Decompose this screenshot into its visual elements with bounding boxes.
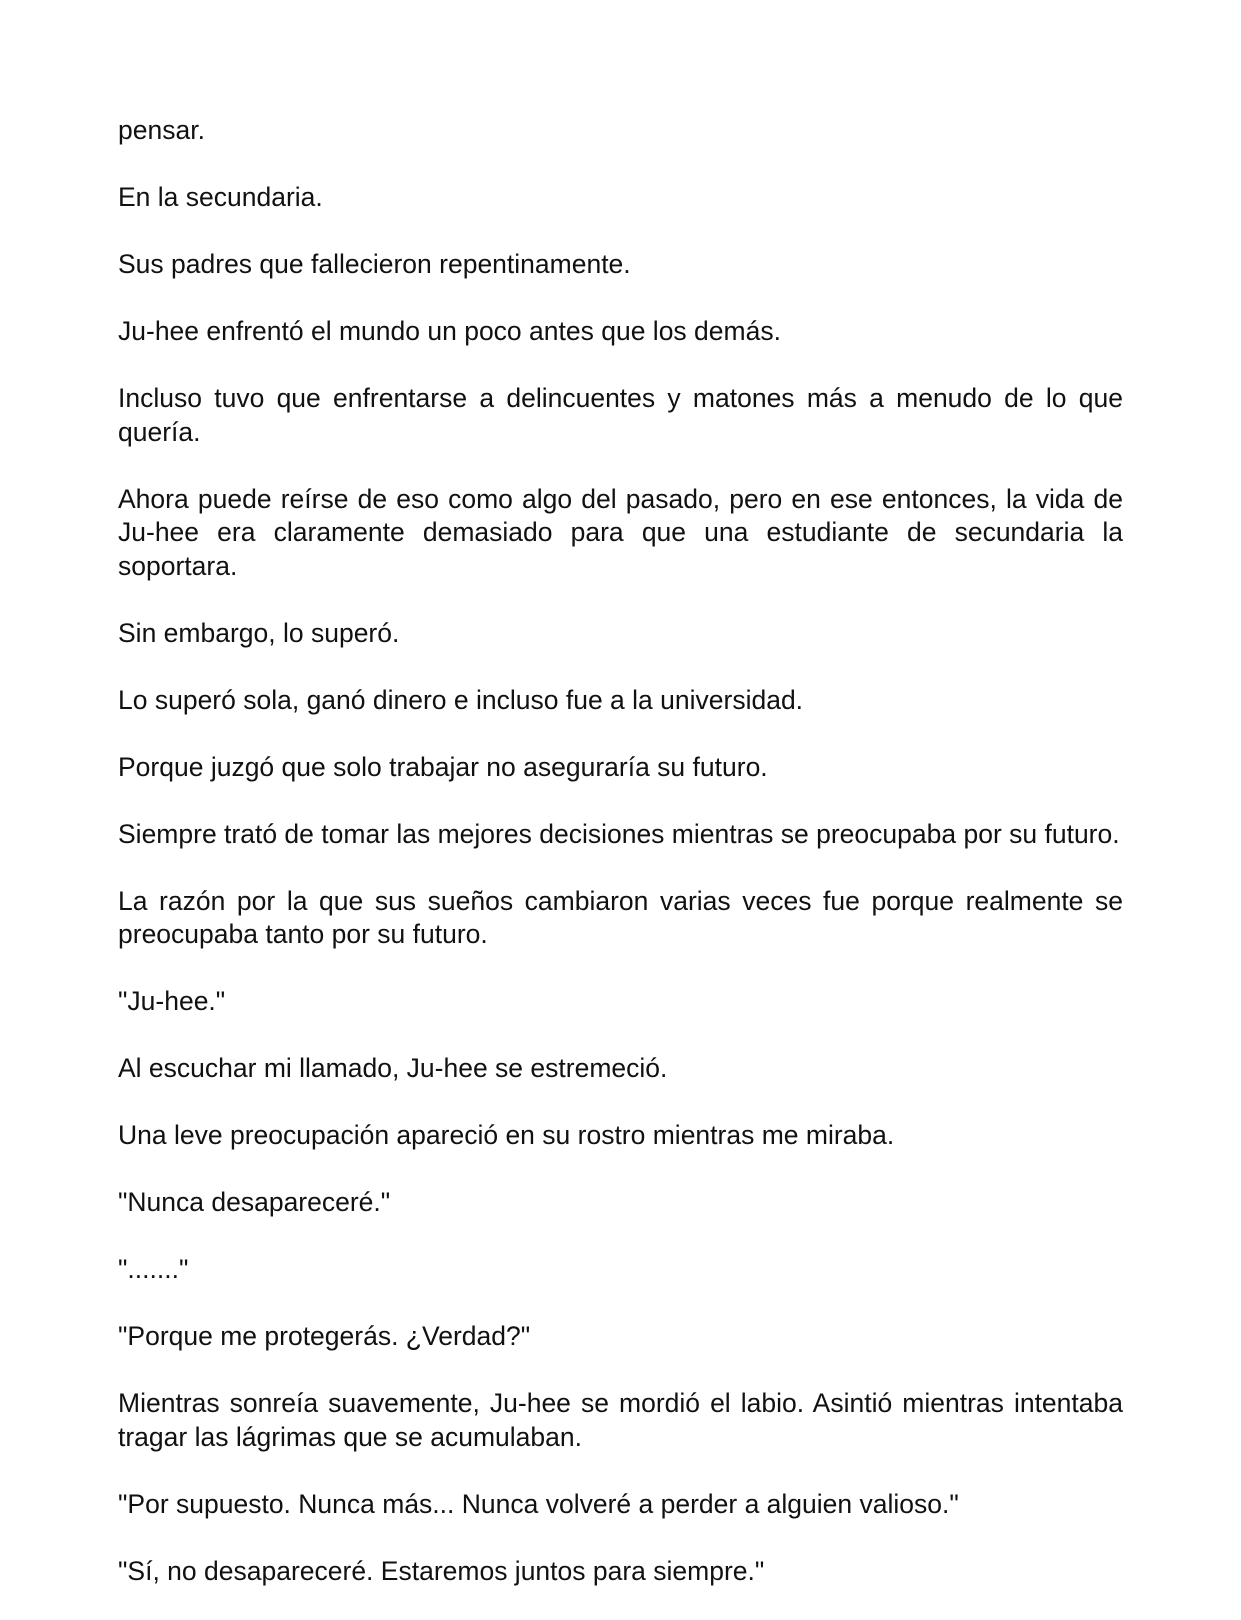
dialogue-line: "Por supuesto. Nunca más... Nunca volveré a perder a alguien valioso." [118, 1488, 959, 1519]
document-body [118, 114, 1123, 1620]
paragraph: Incluso tuvo que enfrentarse a delincuentes y matones más a menudo de lo que quería. [118, 383, 1123, 447]
paragraph: Sin embargo, lo superó. [118, 617, 400, 648]
dialogue-line: "Nunca desapareceré." [118, 1187, 391, 1217]
paragraph: Sus padres que fallecieron repentinamente. [118, 249, 631, 279]
paragraph: Siempre trató de tomar las mejores decisiones mientras se preocupaba por su futuro. [118, 818, 1120, 849]
paragraph: Una leve preocupación apareció en su rostro mientras me miraba. [118, 1120, 895, 1150]
paragraph: Porque juzgó que solo trabajar no aseguraría su futuro. [118, 751, 768, 782]
dialogue-line: "......." [118, 1254, 189, 1284]
dialogue-line: "Sí, no desapareceré. Estaremos juntos para siempre." [118, 1555, 765, 1586]
dialogue-line: "Porque me protegerás. ¿Verdad?" [118, 1321, 531, 1351]
paragraph: pensar. [118, 115, 205, 145]
dialogue-line: "Ju-hee." [118, 986, 226, 1016]
paragraph: La razón por la que sus sueños cambiaron varias veces fue porque realmente se preocupaba tanto por su futuro. [118, 885, 1123, 949]
paragraph: Al escuchar mi llamado, Ju-hee se estremeció. [118, 1053, 668, 1083]
paragraph: Ju-hee enfrentó el mundo un poco antes que los demás. [118, 316, 781, 346]
paragraph: Mientras sonreía suavemente, Ju-hee se mordió el labio. Asintió mientras intentaba tragar las lágrimas que se acumulaban. [118, 1388, 1123, 1452]
paragraph: Ahora puede reírse de eso como algo del pasado, pero en ese entonces, la vida de Ju-hee era claramente demasiado para que una estudiante de secundaria la soportara. [118, 483, 1123, 581]
paragraph: Lo superó sola, ganó dinero e incluso fue a la universidad. [118, 684, 804, 715]
paragraph: En la secundaria. [118, 182, 323, 212]
